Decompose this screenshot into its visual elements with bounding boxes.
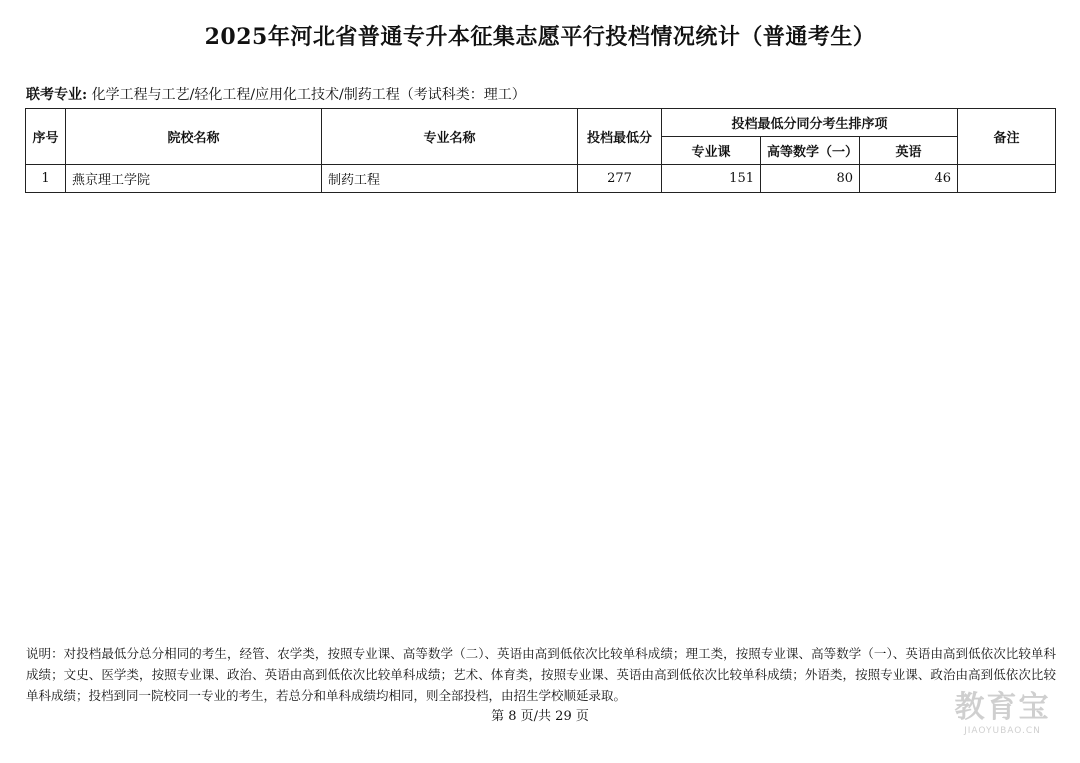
major-group-line <box>26 84 526 104</box>
header-subject1: 专业课 <box>662 137 761 165</box>
table-row <box>26 165 1056 193</box>
cell-subject2: 80 <box>761 165 860 193</box>
table-header-row <box>26 109 1056 137</box>
watermark-logo <box>945 690 1060 746</box>
admission-table <box>25 108 1056 193</box>
cell-remark <box>958 165 1056 193</box>
header-index: 序号 <box>26 109 66 165</box>
header-school: 院校名称 <box>66 109 322 165</box>
major-group-label: 联考专业: <box>26 87 88 103</box>
footnote: 说明：对投档最低分总分相同的考生，经管、农学类，按照专业课、高等数学（二）、英语由高到低依次比较单科成绩；理工类，按照专业课、高等数学（一）、英语由高到低依次比较单科成绩；文史、医学类，按照专业课、政治、英语由高到低依次比较单科成绩；艺术、体育类，按照专业课、英语由高到低依次比较单科成绩；外语类，按照专业课、政治由高到低依次比较单科成绩；投档到同一院校同一专业的考生，若总分和单科成绩均相同，则全部投档，由招生学校顺延录取。 <box>26 646 1056 703</box>
header-subject3: 英语 <box>860 137 958 165</box>
page-number: 第 8 页/共 29 页 <box>491 709 589 724</box>
major-group-value: 化学工程与工艺/轻化工程/应用化工技术/制药工程（考试科类：理工） <box>91 87 526 103</box>
cell-major: 制药工程 <box>322 165 578 193</box>
cell-school: 燕京理工学院 <box>66 165 322 193</box>
page-title: 2025年河北省普通专升本征集志愿平行投档情况统计（普通考生） <box>204 24 876 50</box>
header-subject2: 高等数学（一） <box>761 137 860 165</box>
header-min-score: 投档最低分 <box>578 109 662 165</box>
cell-min-score: 277 <box>578 165 662 193</box>
header-major: 专业名称 <box>322 109 578 165</box>
cell-index: 1 <box>26 165 66 193</box>
watermark-url: JIAOYUBAO.CN <box>964 726 1041 736</box>
watermark-text: 教育宝 <box>954 690 1051 725</box>
header-rank-group: 投档最低分同分考生排序项 <box>662 109 958 137</box>
cell-subject1: 151 <box>662 165 761 193</box>
cell-subject3: 46 <box>860 165 958 193</box>
header-remark: 备注 <box>958 109 1056 165</box>
